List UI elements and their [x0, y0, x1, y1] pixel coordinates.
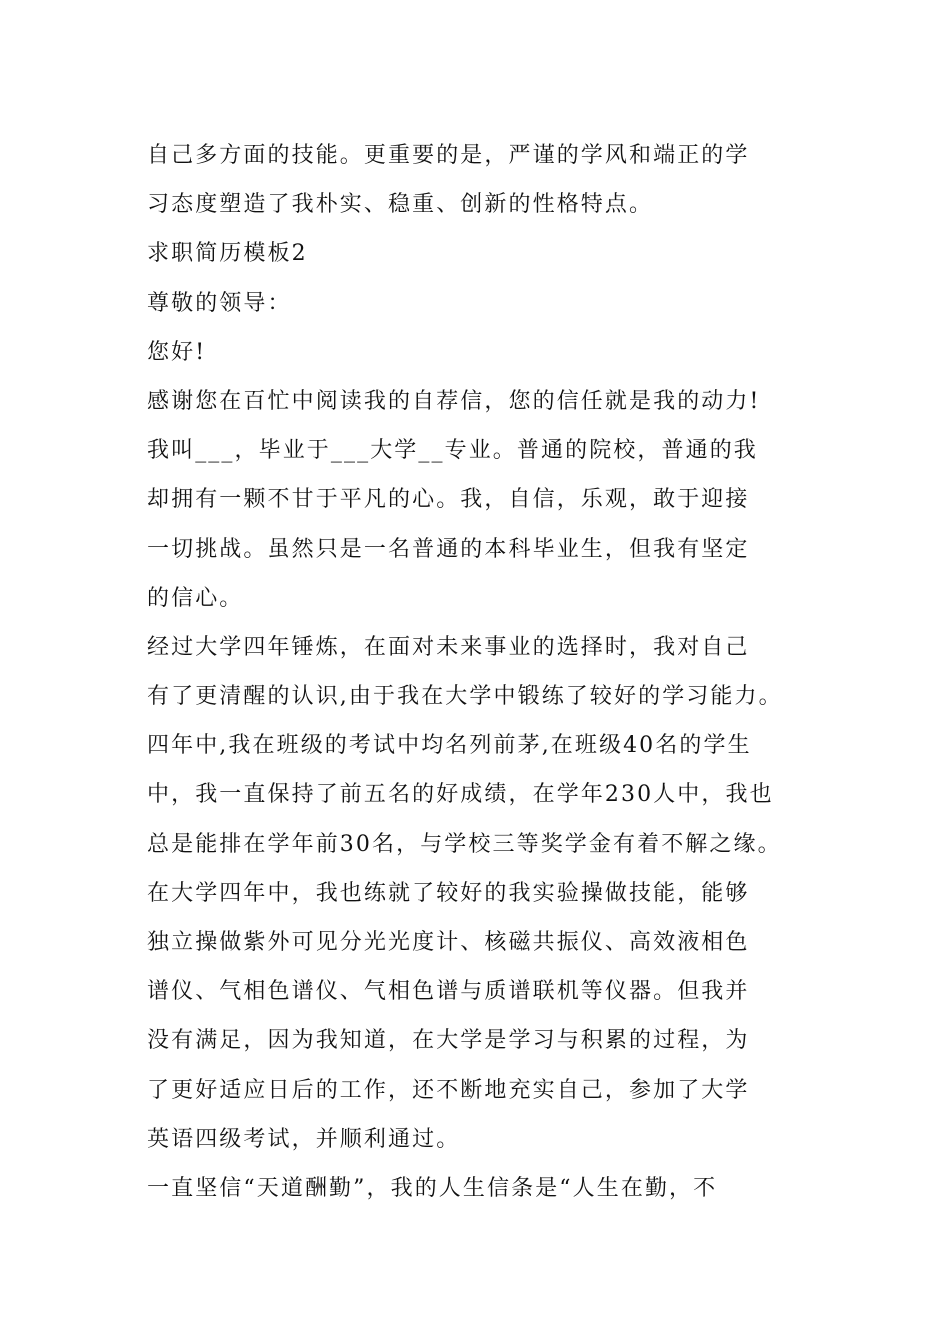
- document-body: [147, 131, 817, 1213]
- text-line: 的信心。: [147, 585, 244, 611]
- text-line: 中，我一直保持了前五名的好成绩，在学年230人中，我也: [147, 782, 774, 808]
- greeting: 您好!: [147, 339, 207, 365]
- text-line: 习态度塑造了我朴实、稳重、创新的性格特点。: [147, 192, 654, 218]
- text-line: 总是能排在学年前30名，与学校三等奖学金有着不解之缘。: [147, 831, 782, 857]
- text-line: 谱仪、气相色谱仪、气相色谱与质谱联机等仪器。但我并: [147, 979, 750, 1005]
- text-line: 感谢您在百忙中阅读我的自荐信，您的信任就是我的动力!: [147, 388, 761, 414]
- text-line: 没有满足，因为我知道，在大学是学习与积累的过程，为: [147, 1028, 750, 1054]
- text-line: 经过大学四年锤炼，在面对未来事业的选择时，我对自己: [147, 634, 750, 660]
- text-line: 自己多方面的技能。更重要的是，严谨的学风和端正的学: [147, 143, 750, 168]
- text-line: 却拥有一颗不甘于平凡的心。我，自信，乐观，敢于迎接: [147, 487, 750, 513]
- text-line: 了更好适应日后的工作，还不断地充实自己，参加了大学: [147, 1077, 750, 1103]
- text-line: 英语四级考试，并顺利通过。: [147, 1126, 461, 1152]
- text-line: 一直坚信“天道酬勤”，我的人生信条是“人生在勤，不: [147, 1175, 718, 1201]
- text-line: 我叫___，毕业于___大学__专业。普通的院校，普通的我: [147, 438, 758, 464]
- text-line: 有了更清醒的认识,由于我在大学中锻练了较好的学习能力。: [147, 684, 783, 710]
- text-line: 独立操做紫外可见分光光度计、核磁共振仪、高效液相色: [147, 930, 750, 955]
- section-heading: 求职简历模板2: [147, 241, 308, 267]
- salutation: 尊敬的领导：: [147, 290, 292, 316]
- text-line: 四年中,我在班级的考试中均名列前茅,在班级40名的学生: [147, 733, 752, 759]
- text-line: 一切挑战。虽然只是一名普通的本科毕业生，但我有坚定: [147, 536, 750, 562]
- text-line: 在大学四年中，我也练就了较好的我实验操做技能，能够: [147, 880, 750, 906]
